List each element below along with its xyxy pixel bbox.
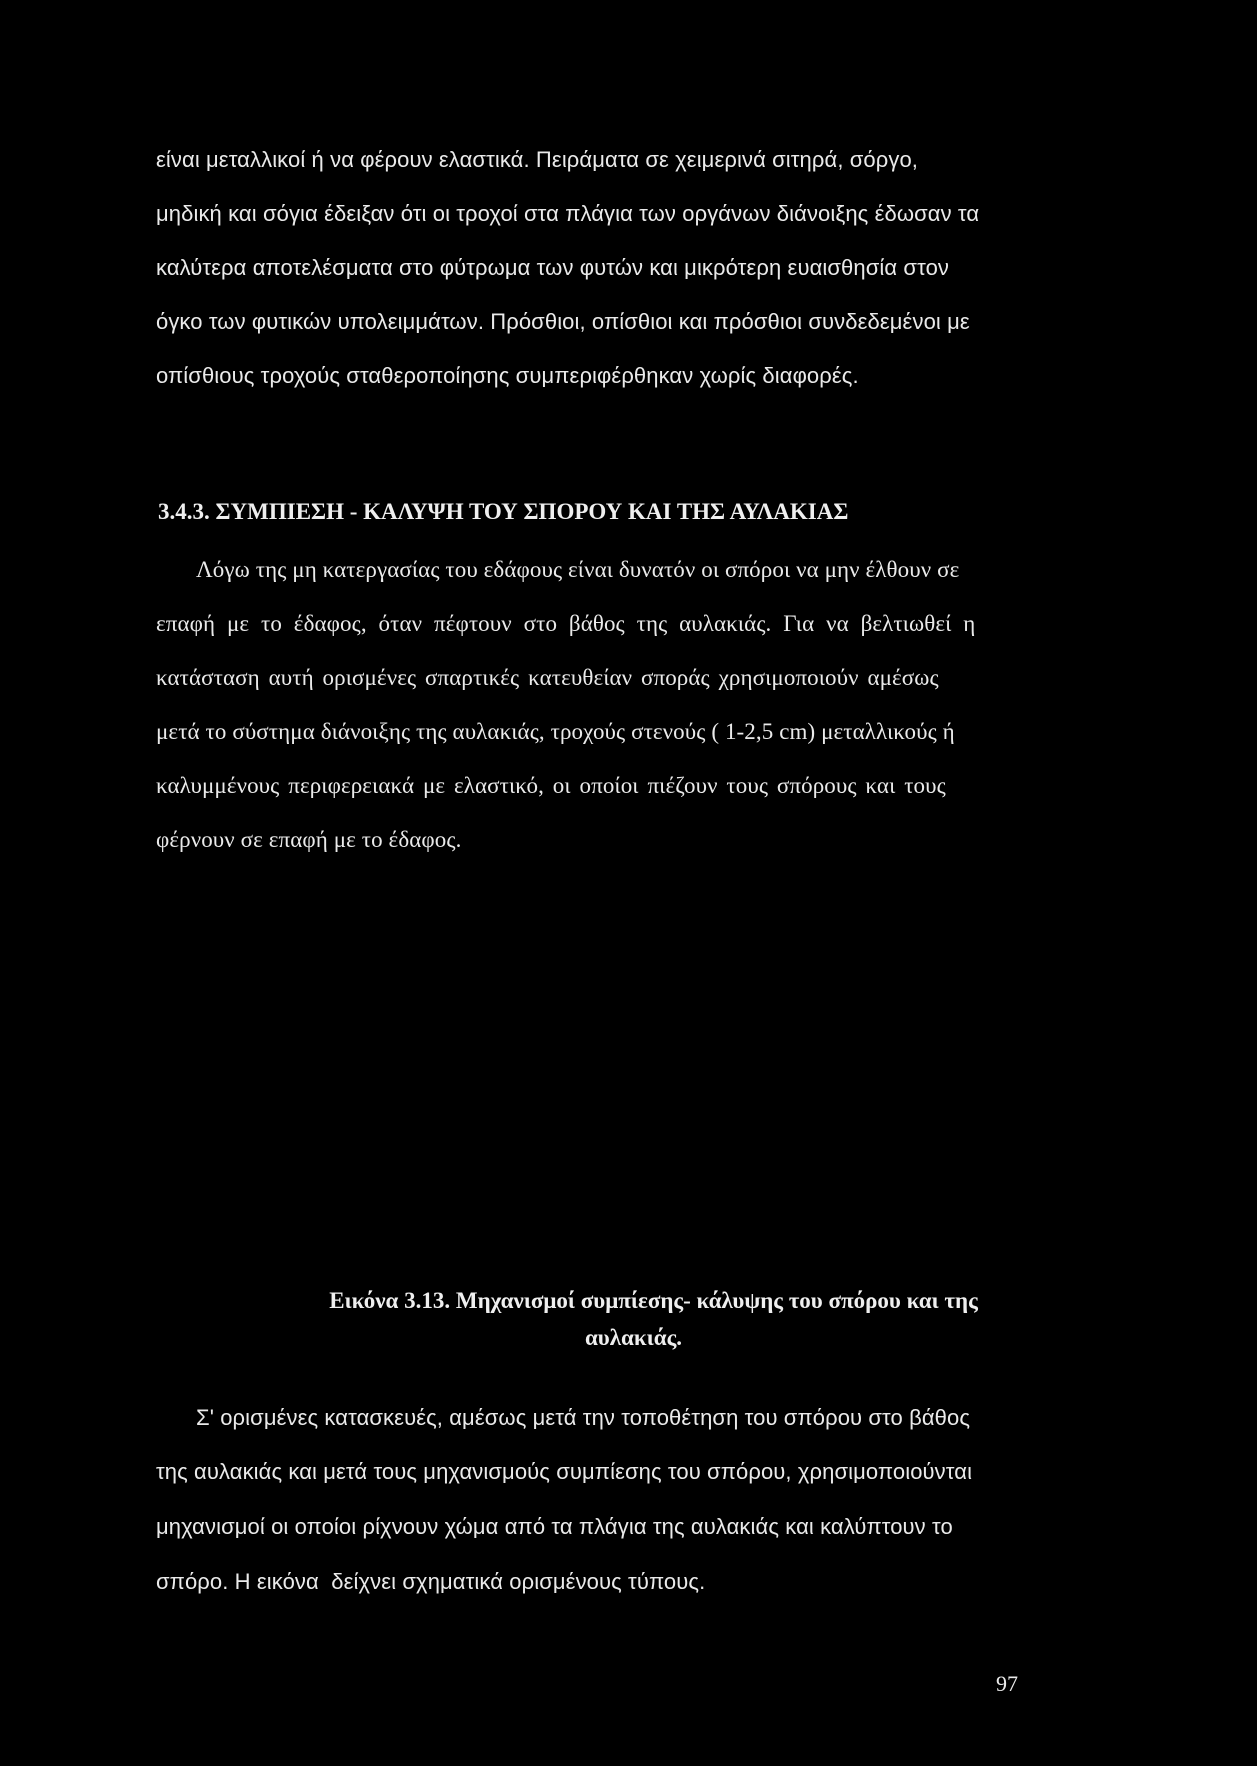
paragraph-line: κατάσταση αυτή ορισμένες σπαρτικές κατευθείαν σποράς χρησιμοποιούν αμέσως xyxy=(156,665,939,690)
paragraph-line: φέρνουν σε επαφή με το έδαφος. xyxy=(156,827,462,852)
paragraph-line: μετά το σύστημα διάνοιξης της αυλακιάς, τροχούς στενούς ( 1-2,5 cm) μεταλλικούς ή xyxy=(156,719,955,744)
figure-caption-line-2: αυλακιάς. xyxy=(584,1325,683,1350)
paragraph-line: καλύτερα αποτελέσματα στο φύτρωμα των φυτών και μικρότερη ευαισθησία στον xyxy=(156,255,950,280)
paragraph-line: είναι μεταλλικοί ή να φέρουν ελαστικά. Πειράματα σε χειμερινά σιτηρά, σόργο, xyxy=(156,147,919,172)
paragraph-line: μηχανισμοί οι οποίοι ρίχνουν χώμα από τα πλάγια της αυλακιάς και καλύπτουν το xyxy=(156,1514,953,1539)
paragraph-line: μηδική και σόγια έδειξαν ότι οι τροχοί στα πλάγια των οργάνων διάνοιξης έδωσαν τα xyxy=(156,201,980,226)
paragraph-line: καλυμμένους περιφερειακά με ελαστικό, οι οποίοι πιέζουν τους σπόρους και τους xyxy=(156,773,946,798)
figure-area xyxy=(156,880,1016,1270)
section-heading: 3.4.3. ΣΥΜΠΙΕΣΗ - ΚΑΛΥΨΗ ΤΟΥ ΣΠΟΡΟΥ ΚΑΙ ΤΗΣ ΑΥΛΑΚΙΑΣ xyxy=(158,499,849,524)
paragraph-line: Λόγω της μη κατεργασίας του εδάφους είναι δυνατόν οι σπόροι να μην έλθουν σε xyxy=(196,557,960,582)
paragraph-line: επαφή με το έδαφος, όταν πέφτουν στο βάθος της αυλακιάς. Για να βελτιωθεί η xyxy=(156,611,976,636)
figure-caption-line-1: Εικόνα 3.13. Μηχανισμοί συμπίεσης- κάλυψης του σπόρου και της xyxy=(329,1288,978,1313)
paragraph-line: Σ' ορισμένες κατασκευές, αμέσως μετά την τοποθέτηση του σπόρου στο βάθος xyxy=(196,1405,971,1430)
paragraph-line: οπίσθιους τροχούς σταθεροποίησης συμπεριφέρθηκαν χωρίς διαφορές. xyxy=(156,363,859,388)
page-number: 97 xyxy=(996,1671,1018,1696)
paragraph-line: όγκο των φυτικών υπολειμμάτων. Πρόσθιοι, οπίσθιοι και πρόσθιοι συνδεδεμένοι με xyxy=(156,309,970,334)
paragraph-line: της αυλακιάς και μετά τους μηχανισμούς συμπίεσης του σπόρου, χρησιμοποιούνται xyxy=(156,1459,973,1484)
paragraph-line: σπόρο. Η εικόνα δείχνει σχηματικά ορισμένους τύπους. xyxy=(156,1569,706,1594)
